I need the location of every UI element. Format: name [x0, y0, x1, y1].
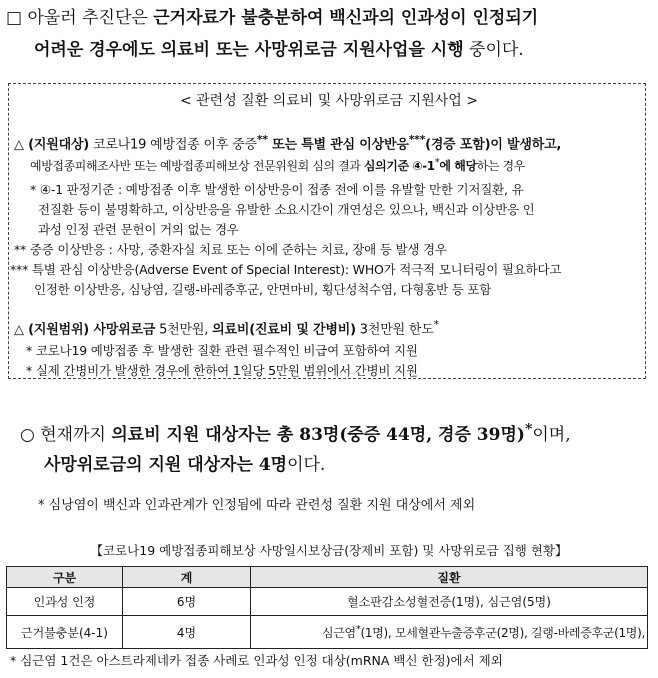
summary-bold-2: 사망위로금의 지원 대상자는 4명: [44, 454, 288, 475]
review-line: [30, 157, 525, 174]
intro-text: 아울러 추진단은: [22, 8, 154, 28]
aesi-note-2: 인정한 이상반응, 심낭염, 길랭-바레증후군, 안면마비, 횡단성척수염, 다형홍반 등 포함: [34, 282, 492, 297]
scope-note-2: * 실제 간병비가 발생한 경우에 한하여 1일당 5만원 범위에서 간병비 지원: [26, 363, 418, 378]
review-bold-2: 에 해당: [439, 159, 477, 173]
criteria-line-1: * ④-1 판정기준 : 예방접종 이후 발생한 이상반응이 접종 전에 이를 유발할 만한 기저질환, 유: [30, 182, 524, 197]
row2-total: 4명: [123, 616, 251, 649]
row2-disease-b: (1명), 모세혈관누출증후군(2명), 길랭-바레증후군(1명),: [360, 625, 645, 640]
table-header-row: [7, 567, 648, 588]
row2-disease: [251, 616, 648, 649]
intro-text-end: 중이다.: [463, 40, 524, 60]
circle-bullet-icon: ○: [20, 424, 35, 445]
table-footnote: * 심근염 1건은 아스트라제네카 접종 사례로 인과성 인정 대상(mRNA 백신 한정)에서 제외: [10, 653, 503, 668]
summary-sup: *: [524, 421, 533, 437]
review-text-end: 하는 경우: [476, 159, 525, 173]
summary-paragraph: [20, 414, 571, 480]
row1-disease: 혈소판감소성혈전증(1명), 심근염(5명): [251, 588, 648, 616]
aesi-note-1: *** 특별 관심 이상반응(Adverse Event of Special Interest): WHO가 적극적 모니터링이 필요하다고: [10, 262, 562, 277]
target-line: [14, 133, 561, 152]
payment-status-table: [6, 566, 648, 649]
target-sup-1: **: [256, 133, 268, 146]
header-disease: 질환: [251, 567, 648, 588]
target-label: △ (지원대상): [14, 137, 90, 153]
scope-sup: *: [433, 318, 439, 331]
target-text-c: (경증 포함)이 발생하고,: [425, 137, 562, 153]
scope-bold-2: 의료비(진료비 및 간병비): [212, 322, 356, 338]
intro-bold-1: 근거자료가 불충분하여 백신과의 인과성이 인정되기: [153, 8, 539, 28]
intro-bold-2: 어려운 경우에도 의료비 또는 사망위로금 지원사업을 시행: [34, 40, 464, 60]
row2-category: 근거불충분(4-1): [7, 616, 123, 649]
scope-line: [14, 318, 439, 337]
summary-text-c: 이며,: [532, 424, 571, 445]
box-title: < 관련성 질환 의료비 및 사망위로금 지원사업 >: [179, 93, 479, 109]
review-sup: *: [434, 157, 440, 168]
summary-bold-1: 의료비 지원 대상자는 총 83명(중증 44명, 경증 39명): [111, 424, 525, 445]
criteria-line-2: 전질환 등이 불명확하고, 이상반응을 유발한 소요시간이 개연성은 있으나, 백신과 이상반응 인: [38, 202, 535, 217]
severe-note: ** 중증 이상반응 : 사망, 중환자실 치료 또는 이에 준하는 치료, 장애 등 발생 경우: [14, 242, 447, 257]
scope-label: △ (지원범위): [14, 322, 90, 338]
row2-disease-a: 심근염: [321, 625, 356, 640]
row1-total: 6명: [123, 588, 251, 616]
review-text: 예방접종피해조사반 또는 예방접종피해보상 전문위원회 심의 결과: [30, 159, 364, 173]
header-total: 계: [123, 567, 251, 588]
summary-text-e: 이다.: [287, 454, 326, 475]
target-text-b: 또는 특별 관심 이상반응: [267, 137, 409, 153]
summary-text-a: 현재까지: [34, 424, 112, 445]
scope-text-2: 3천만원 한도: [355, 322, 434, 338]
criteria-line-3: 과성 인정 관련 문헌이 거의 없는 경우: [38, 222, 239, 237]
row2-disease-sup: *: [355, 623, 361, 635]
intro-paragraph: [6, 2, 658, 66]
target-sup-2: ***: [408, 133, 426, 146]
exclusion-note: * 심낭염이 백신과 인과관계가 인정됨에 따라 관련성 질환 지원 대상에서 제외: [38, 498, 476, 513]
scope-note-1: * 코로나19 예방접종 후 발생한 질환 관련 필수적인 비급여 포함하여 지원: [26, 343, 418, 358]
scope-bold-1: 사망위로금: [89, 322, 156, 338]
scope-text-1: 5천만원,: [155, 322, 213, 338]
header-category: 구분: [7, 567, 123, 588]
target-text-a: 코로나19 예방접종 이후 중증: [89, 137, 257, 153]
table-row: [7, 588, 648, 616]
row1-category: 인과성 인정: [7, 588, 123, 616]
table-row: [7, 616, 648, 649]
table-title: 【코로나19 예방접종피해보상 사망일시보상금(장제비 포함) 및 사망위로금 집행 현황】: [90, 543, 568, 558]
review-bold: 심의기준 ④-1: [363, 159, 435, 173]
checkbox-bullet-icon: □: [6, 8, 23, 28]
